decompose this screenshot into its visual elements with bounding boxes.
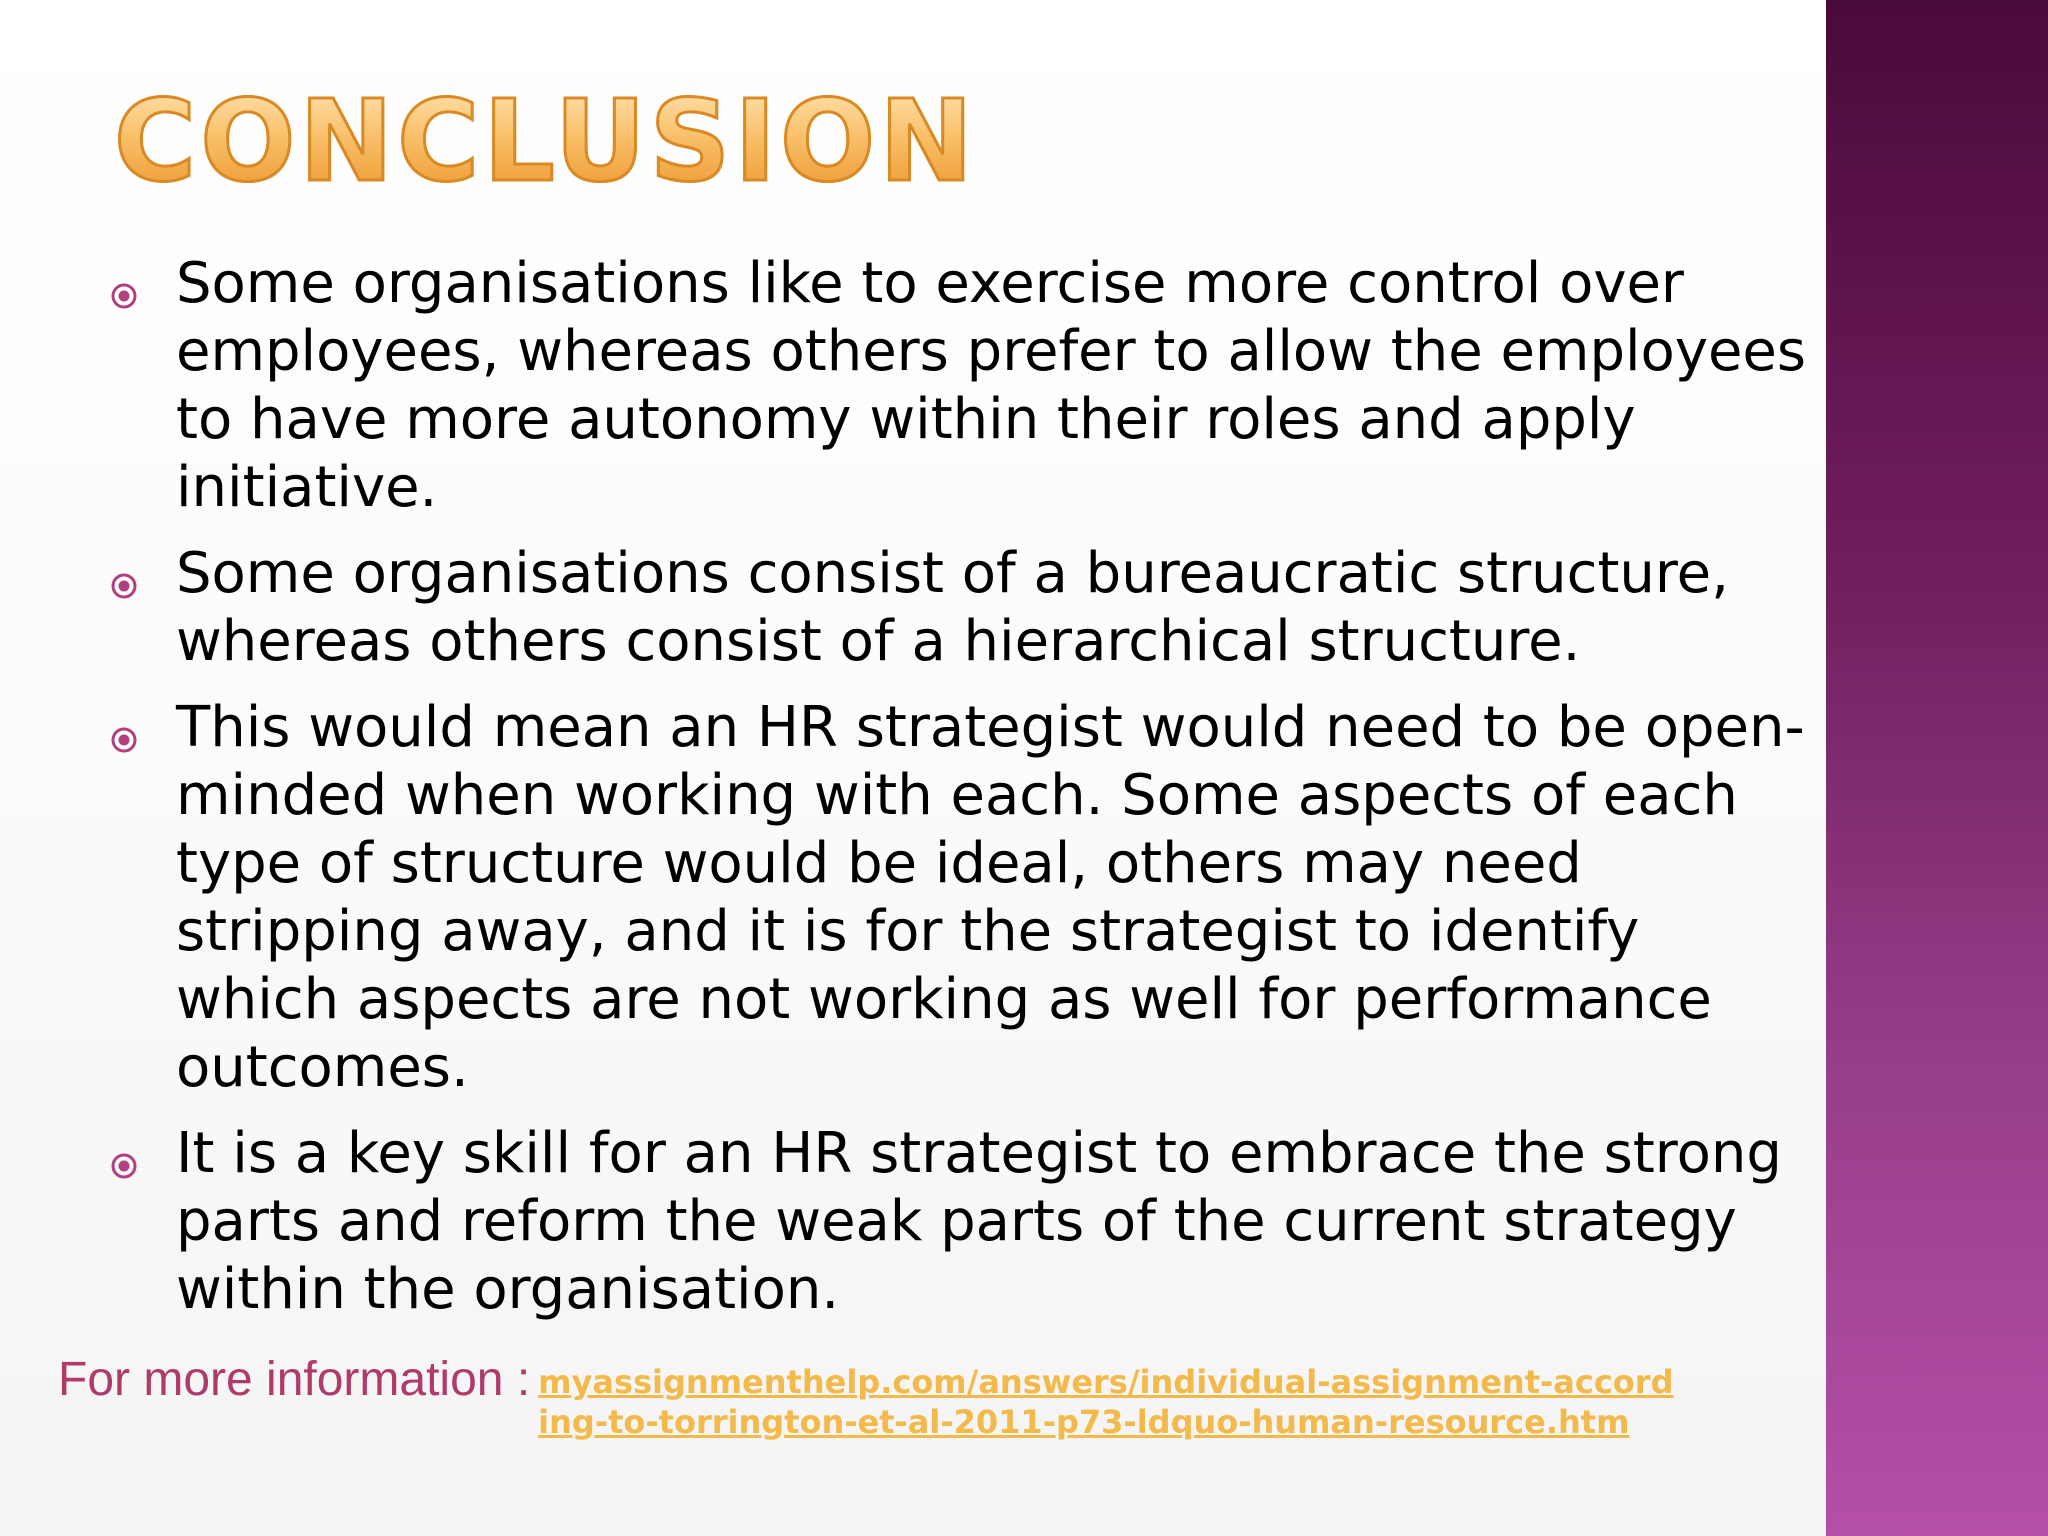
- bullet-item: [100, 540, 1820, 676]
- circled-dot-icon: [110, 1152, 138, 1180]
- decorative-side-band: [1826, 0, 2048, 1536]
- bullet-item: [100, 1120, 1820, 1324]
- bullet-item: [100, 250, 1820, 522]
- slide-title: CONCLUSION: [114, 77, 977, 207]
- bullet-item: [100, 694, 1820, 1102]
- footer: [58, 1352, 1678, 1442]
- circled-dot-icon: [110, 726, 138, 754]
- bullet-list: [100, 250, 1820, 1342]
- bullet-text: Some organisations consist of a bureaucratic structure, whereas others consist of a hierarchical structure.: [176, 541, 1729, 674]
- circled-dot-icon: [110, 282, 138, 310]
- footer-label: For more information :: [58, 1353, 531, 1406]
- circled-dot-icon: [110, 572, 138, 600]
- bullet-text: This would mean an HR strategist would need to be open-minded when working with each. Some aspects of each type of structure would be ideal, others may need stripping away, and it is for the strategist to identify which aspects are not working as well for performance outcomes.: [176, 695, 1805, 1100]
- bullet-text: It is a key skill for an HR strategist to embrace the strong parts and reform the weak parts of the current strategy within the organisation.: [176, 1121, 1782, 1322]
- more-info-link[interactable]: myassignmenthelp.com/answers/individual-assignment-according-to-torrington-et-al-2011-p73-ldquo-human-resource.htm: [538, 1363, 1674, 1441]
- bullet-text: Some organisations like to exercise more control over employees, whereas others prefer to allow the employees to have more autonomy within their roles and apply initiative.: [176, 251, 1807, 520]
